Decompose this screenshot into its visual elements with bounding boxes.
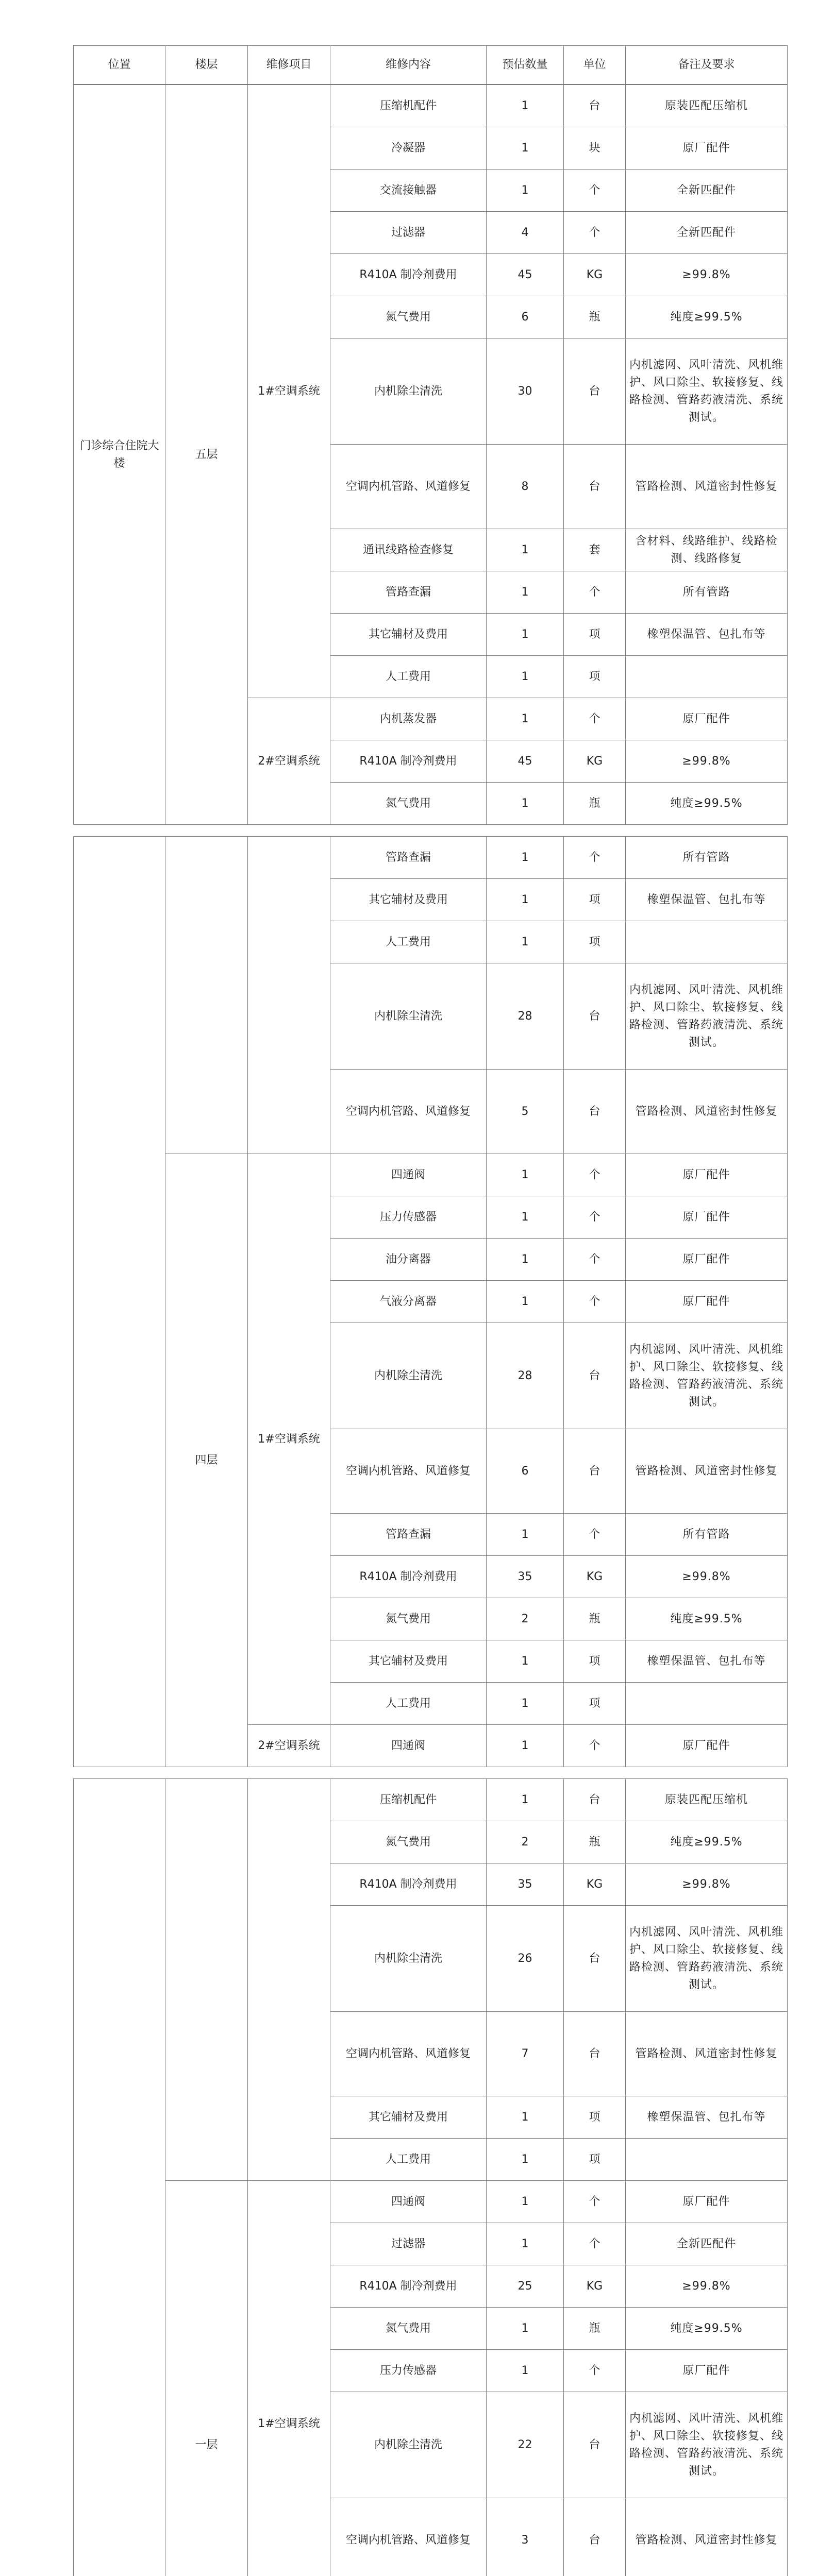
cell-repair-content: 其它辅材及费用 xyxy=(330,1640,487,1683)
repair-quote-page xyxy=(73,45,787,2576)
cell-repair-content: 人工费用 xyxy=(330,1683,487,1725)
cell-unit: 项 xyxy=(564,614,626,656)
cell-remarks: 原厂配件 xyxy=(626,1725,788,1767)
cell-remarks: 纯度≥99.5% xyxy=(626,783,788,825)
cell-repair-content: 内机除尘清洗 xyxy=(330,1906,487,2012)
cell-unit: 项 xyxy=(564,2139,626,2181)
cell-remarks: 原厂配件 xyxy=(626,1239,788,1281)
cell-unit: 台 xyxy=(564,1323,626,1429)
cell-repair-content: R410A 制冷剂费用 xyxy=(330,740,487,783)
cell-repair-content: 内机除尘清洗 xyxy=(330,2392,487,2498)
cell-quantity: 1 xyxy=(487,879,564,921)
cell-quantity: 1 xyxy=(487,2350,564,2392)
header-unit: 单位 xyxy=(564,46,626,84)
cell-floor xyxy=(165,1779,248,2181)
cell-quantity: 1 xyxy=(487,529,564,571)
cell-remarks: 全新匹配件 xyxy=(626,170,788,212)
cell-remarks: ≥99.8% xyxy=(626,2265,788,2308)
page-break xyxy=(73,825,787,836)
cell-quantity: 2 xyxy=(487,1598,564,1640)
repair-table-section xyxy=(73,84,788,825)
cell-remarks: ≥99.8% xyxy=(626,254,788,296)
cell-remarks: 含材料、线路维护、线路检测、线路修复 xyxy=(626,529,788,571)
cell-quantity: 1 xyxy=(487,85,564,127)
cell-repair-content: 人工费用 xyxy=(330,921,487,963)
cell-repair-content: 内机蒸发器 xyxy=(330,698,487,740)
table-row xyxy=(74,2181,788,2223)
cell-quantity: 35 xyxy=(487,1556,564,1598)
cell-floor: 五层 xyxy=(165,85,248,825)
cell-repair-content: 压力传感器 xyxy=(330,1196,487,1239)
header-repair-project: 维修项目 xyxy=(248,46,330,84)
cell-repair-content: 管路查漏 xyxy=(330,1514,487,1556)
cell-quantity: 1 xyxy=(487,1239,564,1281)
cell-unit: 台 xyxy=(564,2012,626,2096)
cell-quantity: 1 xyxy=(487,2181,564,2223)
cell-repair-content: 其它辅材及费用 xyxy=(330,614,487,656)
cell-repair-content: R410A 制冷剂费用 xyxy=(330,2265,487,2308)
cell-repair-content: 空调内机管路、风道修复 xyxy=(330,1070,487,1154)
cell-unit: 台 xyxy=(564,1906,626,2012)
cell-quantity: 1 xyxy=(487,2223,564,2265)
cell-remarks: 纯度≥99.5% xyxy=(626,1598,788,1640)
cell-remarks: 管路检测、风道密封性修复 xyxy=(626,2498,788,2576)
cell-repair-content: 氮气费用 xyxy=(330,1598,487,1640)
cell-unit: 个 xyxy=(564,1725,626,1767)
cell-remarks: ≥99.8% xyxy=(626,740,788,783)
header-repair-content: 维修内容 xyxy=(330,46,487,84)
cell-unit: KG xyxy=(564,1863,626,1906)
cell-remarks: 原厂配件 xyxy=(626,2181,788,2223)
cell-remarks: 纯度≥99.5% xyxy=(626,1821,788,1863)
cell-repair-content: 人工费用 xyxy=(330,656,487,698)
cell-system: 1#空调系统 xyxy=(248,85,330,698)
cell-repair-content: R410A 制冷剂费用 xyxy=(330,254,487,296)
cell-remarks: 内机滤网、风叶清洗、风机维护、风口除尘、软接修复、线路检测、管路药液清洗、系统测试。 xyxy=(626,2392,788,2498)
cell-repair-content: 四通阀 xyxy=(330,1154,487,1196)
repair-table-header xyxy=(73,45,788,84)
cell-unit: 个 xyxy=(564,1514,626,1556)
cell-repair-content: 内机除尘清洗 xyxy=(330,338,487,445)
cell-quantity: 1 xyxy=(487,2096,564,2139)
cell-quantity: 1 xyxy=(487,1779,564,1821)
cell-quantity: 1 xyxy=(487,656,564,698)
cell-repair-content: 人工费用 xyxy=(330,2139,487,2181)
cell-quantity: 1 xyxy=(487,1514,564,1556)
cell-repair-content: 空调内机管路、风道修复 xyxy=(330,2498,487,2576)
cell-unit: 台 xyxy=(564,338,626,445)
cell-unit: 项 xyxy=(564,656,626,698)
cell-remarks: 原厂配件 xyxy=(626,1196,788,1239)
cell-unit: 个 xyxy=(564,170,626,212)
cell-unit: 项 xyxy=(564,879,626,921)
cell-remarks xyxy=(626,921,788,963)
cell-repair-content: 其它辅材及费用 xyxy=(330,879,487,921)
cell-repair-content: 通讯线路检查修复 xyxy=(330,529,487,571)
cell-repair-content: 管路查漏 xyxy=(330,837,487,879)
cell-repair-content: 氮气费用 xyxy=(330,2308,487,2350)
table-row xyxy=(74,1779,788,1821)
cell-remarks: 原厂配件 xyxy=(626,1281,788,1323)
cell-unit: 项 xyxy=(564,1683,626,1725)
cell-quantity: 4 xyxy=(487,212,564,254)
cell-remarks: 橡塑保温管、包扎布等 xyxy=(626,879,788,921)
cell-unit: 个 xyxy=(564,698,626,740)
cell-remarks: 全新匹配件 xyxy=(626,2223,788,2265)
cell-unit: 台 xyxy=(564,1429,626,1514)
cell-quantity: 28 xyxy=(487,963,564,1070)
repair-table-section xyxy=(73,836,788,1767)
cell-unit: 个 xyxy=(564,1196,626,1239)
cell-remarks: 橡塑保温管、包扎布等 xyxy=(626,1640,788,1683)
cell-quantity: 1 xyxy=(487,1154,564,1196)
cell-system: 1#空调系统 xyxy=(248,1154,330,1725)
table-row xyxy=(74,837,788,879)
cell-repair-content: 油分离器 xyxy=(330,1239,487,1281)
page-break xyxy=(73,1767,787,1778)
cell-repair-content: 压缩机配件 xyxy=(330,1779,487,1821)
cell-quantity: 1 xyxy=(487,127,564,170)
cell-repair-content: 压缩机配件 xyxy=(330,85,487,127)
cell-unit: 台 xyxy=(564,445,626,529)
cell-repair-content: 内机除尘清洗 xyxy=(330,963,487,1070)
cell-unit: 块 xyxy=(564,127,626,170)
cell-unit: 项 xyxy=(564,921,626,963)
cell-repair-content: 其它辅材及费用 xyxy=(330,2096,487,2139)
cell-repair-content: 四通阀 xyxy=(330,2181,487,2223)
cell-repair-content: 氮气费用 xyxy=(330,296,487,338)
cell-quantity: 3 xyxy=(487,2498,564,2576)
cell-floor xyxy=(165,837,248,1154)
cell-remarks: 管路检测、风道密封性修复 xyxy=(626,2012,788,2096)
cell-system: 1#空调系统 xyxy=(248,2181,330,2576)
cell-remarks: 所有管路 xyxy=(626,1514,788,1556)
cell-quantity: 1 xyxy=(487,2139,564,2181)
cell-unit: 台 xyxy=(564,963,626,1070)
cell-unit: 瓶 xyxy=(564,1598,626,1640)
cell-repair-content: 空调内机管路、风道修复 xyxy=(330,1429,487,1514)
cell-quantity: 1 xyxy=(487,1640,564,1683)
cell-quantity: 1 xyxy=(487,783,564,825)
cell-unit: 台 xyxy=(564,85,626,127)
cell-system xyxy=(248,837,330,1154)
cell-unit: 台 xyxy=(564,2498,626,2576)
cell-remarks: 管路检测、风道密封性修复 xyxy=(626,1070,788,1154)
cell-unit: 台 xyxy=(564,2392,626,2498)
cell-repair-content: 冷凝器 xyxy=(330,127,487,170)
repair-table-section xyxy=(73,1778,788,2576)
cell-remarks: 内机滤网、风叶清洗、风机维护、风口除尘、软接修复、线路检测、管路药液清洗、系统测试。 xyxy=(626,1323,788,1429)
cell-unit: 个 xyxy=(564,2223,626,2265)
header-position: 位置 xyxy=(74,46,165,84)
cell-unit: 项 xyxy=(564,2096,626,2139)
cell-remarks: 原厂配件 xyxy=(626,1154,788,1196)
cell-unit: KG xyxy=(564,740,626,783)
cell-unit: 项 xyxy=(564,1640,626,1683)
cell-remarks: 橡塑保温管、包扎布等 xyxy=(626,614,788,656)
table-sections xyxy=(73,84,787,2576)
cell-quantity: 1 xyxy=(487,571,564,614)
cell-unit: 个 xyxy=(564,571,626,614)
cell-repair-content: 管路查漏 xyxy=(330,571,487,614)
cell-unit: 个 xyxy=(564,2350,626,2392)
cell-repair-content: 交流接触器 xyxy=(330,170,487,212)
cell-quantity: 5 xyxy=(487,1070,564,1154)
cell-remarks: 管路检测、风道密封性修复 xyxy=(626,445,788,529)
table-header-row xyxy=(74,46,788,84)
cell-repair-content: 空调内机管路、风道修复 xyxy=(330,445,487,529)
cell-remarks xyxy=(626,1683,788,1725)
cell-system xyxy=(248,1779,330,2181)
cell-repair-content: 氮气费用 xyxy=(330,783,487,825)
cell-quantity: 1 xyxy=(487,1196,564,1239)
cell-remarks: 内机滤网、风叶清洗、风机维护、风口除尘、软接修复、线路检测、管路药液清洗、系统测试。 xyxy=(626,338,788,445)
cell-unit: 台 xyxy=(564,1070,626,1154)
cell-repair-content: 过滤器 xyxy=(330,212,487,254)
cell-repair-content: 氮气费用 xyxy=(330,1821,487,1863)
cell-remarks: ≥99.8% xyxy=(626,1556,788,1598)
cell-quantity: 1 xyxy=(487,1725,564,1767)
cell-quantity: 1 xyxy=(487,170,564,212)
table-row xyxy=(74,85,788,127)
cell-quantity: 25 xyxy=(487,2265,564,2308)
cell-repair-content: 空调内机管路、风道修复 xyxy=(330,2012,487,2096)
header-estimated-qty: 预估数量 xyxy=(487,46,564,84)
cell-quantity: 30 xyxy=(487,338,564,445)
header-floor: 楼层 xyxy=(165,46,248,84)
cell-unit: 个 xyxy=(564,1239,626,1281)
cell-repair-content: 压力传感器 xyxy=(330,2350,487,2392)
cell-quantity: 26 xyxy=(487,1906,564,2012)
cell-position xyxy=(74,837,165,1767)
cell-system: 2#空调系统 xyxy=(248,698,330,825)
cell-floor: 四层 xyxy=(165,1154,248,1767)
cell-repair-content: R410A 制冷剂费用 xyxy=(330,1556,487,1598)
cell-unit: 台 xyxy=(564,1779,626,1821)
cell-remarks: 内机滤网、风叶清洗、风机维护、风口除尘、软接修复、线路检测、管路药液清洗、系统测试。 xyxy=(626,963,788,1070)
table-row xyxy=(74,1154,788,1196)
cell-unit: KG xyxy=(564,2265,626,2308)
cell-quantity: 28 xyxy=(487,1323,564,1429)
cell-quantity: 22 xyxy=(487,2392,564,2498)
cell-remarks: 所有管路 xyxy=(626,837,788,879)
cell-quantity: 1 xyxy=(487,2308,564,2350)
cell-position: 门诊综合住院大楼 xyxy=(74,85,165,825)
cell-system: 2#空调系统 xyxy=(248,1725,330,1767)
cell-unit: 瓶 xyxy=(564,2308,626,2350)
cell-remarks: 原装匹配压缩机 xyxy=(626,85,788,127)
cell-remarks: ≥99.8% xyxy=(626,1863,788,1906)
cell-quantity: 1 xyxy=(487,698,564,740)
cell-quantity: 35 xyxy=(487,1863,564,1906)
cell-unit: 个 xyxy=(564,837,626,879)
cell-remarks: 原厂配件 xyxy=(626,127,788,170)
cell-position xyxy=(74,1779,165,2576)
cell-quantity: 45 xyxy=(487,740,564,783)
cell-remarks: 纯度≥99.5% xyxy=(626,2308,788,2350)
cell-remarks: 全新匹配件 xyxy=(626,212,788,254)
header-remarks: 备注及要求 xyxy=(626,46,788,84)
cell-remarks xyxy=(626,656,788,698)
cell-remarks xyxy=(626,2139,788,2181)
cell-remarks: 所有管路 xyxy=(626,571,788,614)
cell-remarks: 原装匹配压缩机 xyxy=(626,1779,788,1821)
cell-unit: 个 xyxy=(564,1154,626,1196)
cell-remarks: 橡塑保温管、包扎布等 xyxy=(626,2096,788,2139)
cell-remarks: 管路检测、风道密封性修复 xyxy=(626,1429,788,1514)
cell-unit: 套 xyxy=(564,529,626,571)
cell-quantity: 45 xyxy=(487,254,564,296)
cell-unit: 瓶 xyxy=(564,1821,626,1863)
cell-unit: KG xyxy=(564,1556,626,1598)
cell-unit: 个 xyxy=(564,1281,626,1323)
cell-remarks: 内机滤网、风叶清洗、风机维护、风口除尘、软接修复、线路检测、管路药液清洗、系统测试。 xyxy=(626,1906,788,2012)
cell-repair-content: 过滤器 xyxy=(330,2223,487,2265)
cell-unit: 瓶 xyxy=(564,296,626,338)
cell-quantity: 8 xyxy=(487,445,564,529)
cell-quantity: 2 xyxy=(487,1821,564,1863)
cell-quantity: 1 xyxy=(487,1281,564,1323)
cell-quantity: 1 xyxy=(487,1683,564,1725)
cell-remarks: 纯度≥99.5% xyxy=(626,296,788,338)
cell-unit: 个 xyxy=(564,2181,626,2223)
cell-quantity: 6 xyxy=(487,1429,564,1514)
cell-repair-content: 气液分离器 xyxy=(330,1281,487,1323)
cell-unit: 瓶 xyxy=(564,783,626,825)
cell-quantity: 1 xyxy=(487,837,564,879)
cell-quantity: 6 xyxy=(487,296,564,338)
cell-quantity: 1 xyxy=(487,614,564,656)
cell-remarks: 原厂配件 xyxy=(626,2350,788,2392)
cell-repair-content: 内机除尘清洗 xyxy=(330,1323,487,1429)
cell-unit: KG xyxy=(564,254,626,296)
cell-repair-content: 四通阀 xyxy=(330,1725,487,1767)
cell-quantity: 1 xyxy=(487,921,564,963)
cell-floor: 一层 xyxy=(165,2181,248,2576)
cell-quantity: 7 xyxy=(487,2012,564,2096)
cell-remarks: 原厂配件 xyxy=(626,698,788,740)
cell-unit: 个 xyxy=(564,212,626,254)
cell-repair-content: R410A 制冷剂费用 xyxy=(330,1863,487,1906)
